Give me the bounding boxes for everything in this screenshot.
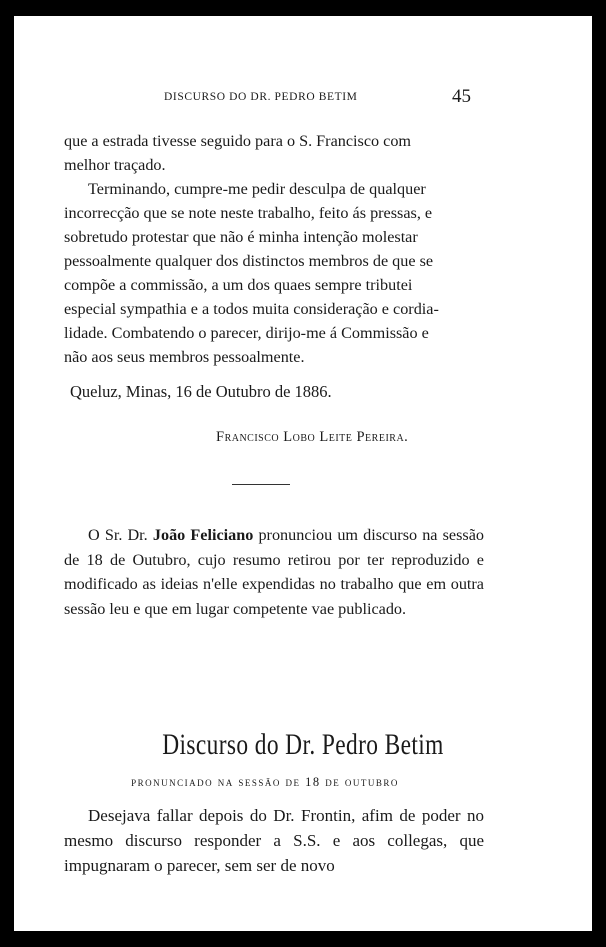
speech-paragraph: Desejava fallar depois do Dr. Frontin, afim de poder no mesmo discurso responder a S.S. e aos collegas, que impugnaram o parecer, sem ser de novo <box>64 806 484 875</box>
text-line: lidade. Combatendo o parecer, dirijo-me á Commissão e <box>64 324 429 342</box>
text-line: especial sympathia e a todos muita consideração e cordia- <box>64 300 439 318</box>
note-paragraph <box>64 523 484 621</box>
editorial-note <box>64 523 484 621</box>
text-line: sobretudo protestar que não é minha intenção molestar <box>64 228 418 246</box>
text-line: que a estrada tivesse seguido para o S. Francisco com <box>64 132 412 150</box>
text-line: compõe a commissão, a um dos quaes sempre tributei <box>64 276 413 294</box>
speech-opening <box>64 803 484 878</box>
book-page <box>14 16 592 931</box>
speaker-name: João Feliciano <box>152 526 254 544</box>
text-line: incorrecção que se note neste trabalho, feito ás pressas, e <box>64 204 433 222</box>
section-divider <box>232 484 290 485</box>
note-body: pronunciou um discurso na sessão de 18 de Outubro, cujo resumo retirou por ter reproduzido e modificado as ideias n'elle expendidas no trabalho que em outra sessão leu e que em lugar competente vae publicado. <box>64 526 484 618</box>
text-line: Terminando, cumpre-me pedir desculpa de qualquer <box>88 180 426 198</box>
speech-subtitle: pronunciado na sessão de 18 de outubro <box>131 775 399 789</box>
running-header: DISCURSO DO DR. PEDRO BETIM <box>164 91 358 103</box>
text-line: pessoalmente qualquer dos distinctos membros de que se <box>64 252 434 270</box>
place-and-date: Queluz, Minas, 16 de Outubro de 1886. <box>70 382 332 401</box>
text-line: não aos seus membros pessoalmente. <box>64 348 305 366</box>
author-signature: Francisco Lobo Leite Pereira. <box>216 429 409 445</box>
note-prefix: O Sr. Dr. <box>88 526 153 544</box>
previous-speech-conclusion <box>64 129 484 369</box>
page-number: 45 <box>452 86 471 107</box>
speech-title: Discurso do Dr. Pedro Betim <box>162 728 444 761</box>
text-line: melhor traçado. <box>64 156 166 174</box>
